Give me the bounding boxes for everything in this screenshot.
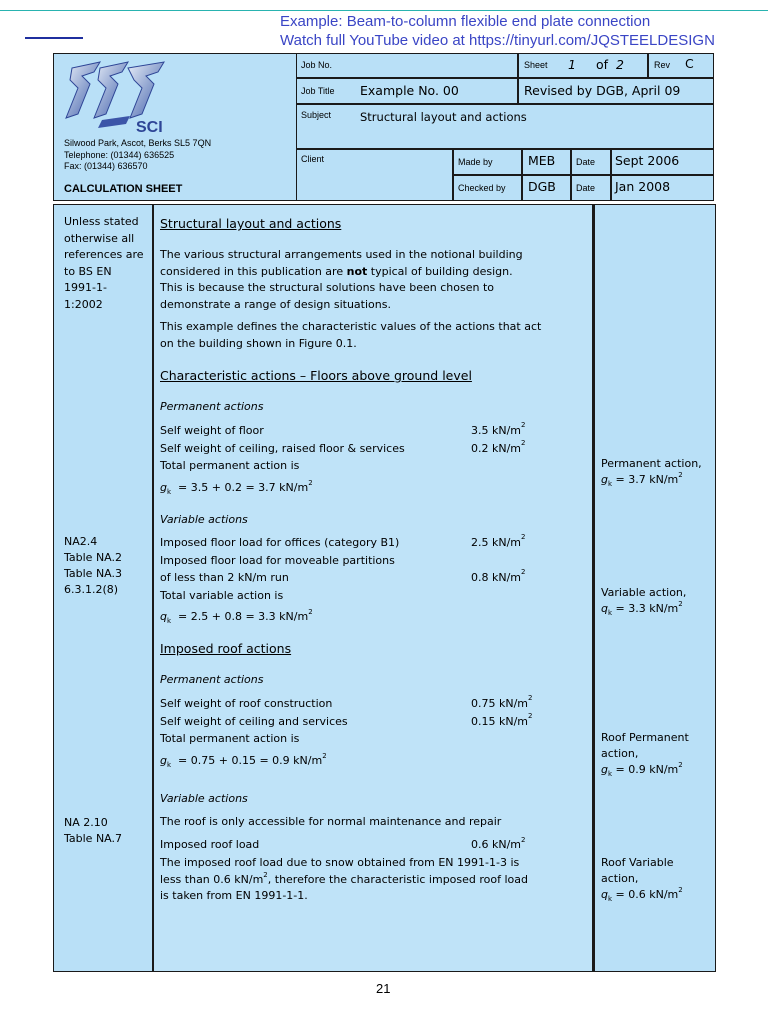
variable-reference — [64, 534, 122, 598]
action-row: Imposed floor load for offices (category B1) — [160, 536, 400, 549]
section-heading: Structural layout and actions — [160, 216, 342, 231]
result-roof-permanent: Roof Permanent action, $g_k = 0.9$ $kN/m^2$ — [601, 731, 689, 779]
address: Silwood Park, Ascot, Berks SL5 7QN — [64, 138, 212, 148]
ref-line: references are — [64, 248, 144, 261]
action-row: Self weight of ceiling, raised floor & services — [160, 441, 405, 455]
logo-text: SCI — [136, 119, 163, 136]
ref-line: 6.3.1.2(8) — [64, 583, 119, 596]
ref-line: Table NA.7 — [64, 832, 122, 845]
column-divider-left — [152, 204, 154, 972]
action-value: 0.2 $kN/m^2$ — [471, 438, 526, 455]
action-row: Imposed floor load for moveable partitions — [160, 553, 395, 567]
checked-date: Jan 2008 — [615, 179, 671, 194]
paragraph-line: demonstrate a range of design situations. — [160, 297, 391, 311]
roof-permanent-values — [471, 695, 532, 730]
ref-line: otherwise all — [64, 231, 135, 245]
action-row: of less than 2 kN/m run — [160, 571, 289, 584]
emphasis: not — [346, 264, 368, 278]
sheet-type: CALCULATION SHEET — [64, 183, 183, 195]
action-value: 2.5 $kN/m^2$ — [471, 533, 526, 549]
job-no-label: Job No. — [301, 60, 333, 70]
ref-line: 1991-1- — [64, 281, 107, 294]
variable-actions-values — [471, 534, 525, 587]
ref-line: to BS EN — [64, 264, 112, 278]
ref-line: NA 2.10 — [64, 816, 108, 829]
rev-value: C — [685, 56, 694, 71]
job-title-label: Job Title — [301, 86, 335, 96]
subheading: Variable actions — [160, 792, 248, 805]
action-row: Self weight of floor — [160, 424, 264, 437]
of-label: of — [596, 57, 609, 72]
action-value: 0.75 $kN/m^2$ — [471, 694, 533, 710]
banner-line-1: Example: Beam-to-column flexible end plate connection — [280, 13, 651, 30]
subject-label: Subject — [301, 110, 332, 120]
fax: Fax: (01344) 636570 — [64, 161, 148, 171]
subheading: Permanent actions — [160, 673, 264, 686]
gk-equation: $g_k = 3.5 + 0.2 = 3.7$ $kN/m^2$ — [160, 479, 313, 497]
subject: Structural layout and actions — [360, 110, 527, 124]
variable-actions-list — [160, 534, 399, 604]
paragraph-line: This is because the structural solutions have been chosen to — [160, 281, 495, 294]
sheet-total: 2 — [616, 57, 624, 72]
subheading: Permanent actions — [160, 400, 264, 413]
page-number: 21 — [376, 981, 391, 996]
roof-load-label: Imposed roof load — [160, 838, 260, 851]
action-row: Self weight of roof construction — [160, 697, 333, 710]
paragraph-line: The various structural arrangements used in the notional building — [160, 248, 523, 261]
top-divider — [0, 10, 768, 11]
paragraph-line: The imposed roof load due to snow obtained from EN 1991-1-3 is — [160, 856, 520, 869]
permanent-actions-list — [160, 422, 405, 475]
checked-by: DGB — [528, 179, 556, 194]
banner — [280, 12, 715, 50]
paragraph-line: on the building shown in Figure 0.1. — [160, 336, 357, 350]
action-value: 3.5 $kN/m^2$ — [471, 421, 526, 437]
section-heading: Characteristic actions – Floors above ground level — [160, 368, 472, 383]
action-row: Total permanent action is — [160, 459, 300, 472]
section-heading: Imposed roof actions — [160, 641, 292, 656]
roof-access-note: The roof is only accessible for normal maintenance and repair — [160, 815, 502, 828]
ref-line: Unless stated — [64, 215, 139, 228]
intro-reference — [64, 214, 144, 313]
client-label: Client — [301, 154, 325, 164]
snow-paragraph — [160, 855, 528, 905]
made-by: MEB — [528, 153, 556, 168]
paragraph-line: less than 0.6 $kN/m^2$, therefore the characteristic imposed roof load — [160, 870, 529, 886]
action-value: 0.8 $kN/m^2$ — [471, 568, 526, 584]
qk-equation: $q_k = 2.5 + 0.8 = 3.3$ $kN/m^2$ — [160, 608, 313, 626]
checked-date-label: Date — [576, 183, 596, 193]
action-row: Total variable action is — [160, 588, 284, 602]
result-roof-variable: Roof Variable action, $q_k = 0.6$ $kN/m^2$ — [601, 856, 683, 904]
date-label: Date — [576, 157, 596, 167]
address-block — [64, 138, 211, 173]
action-value: 0.15 $kN/m^2$ — [471, 711, 533, 728]
sheet-number: 1 — [568, 57, 576, 72]
roof-gk-equation: $g_k = 0.75 + 0.15 = 0.9$ $kN/m^2$ — [160, 752, 327, 770]
action-row: Self weight of ceiling and services — [160, 714, 348, 728]
rev-label: Rev — [654, 60, 671, 70]
revised-note: Revised by DGB, April 09 — [524, 83, 681, 98]
sci-logo-icon — [60, 58, 190, 138]
link-underline — [25, 37, 83, 39]
telephone: Telephone: (01344) 636525 — [64, 149, 175, 160]
intro-paragraph — [160, 247, 523, 313]
permanent-actions-values — [471, 422, 525, 457]
ref-line: Table NA.3 — [64, 567, 122, 580]
made-by-label: Made by — [458, 157, 493, 167]
result-permanent: Permanent action, $g_k = 3.7$ $kN/m^2$ — [601, 457, 702, 489]
paragraph-line: This example defines the characteristic values of the actions that act — [160, 320, 542, 333]
action-row: Total permanent action is — [160, 732, 300, 745]
scope-paragraph — [160, 319, 541, 352]
roof-permanent-list — [160, 695, 348, 748]
roof-load-value: 0.6 $kN/m^2$ — [471, 836, 526, 851]
paragraph-line: considered in this publication are not typical of building design. — [160, 264, 513, 278]
sheet-label: Sheet — [524, 60, 548, 70]
result-variable: Variable action, $q_k = 3.3$ $kN/m^2$ — [601, 586, 687, 618]
checked-by-label: Checked by — [458, 183, 506, 193]
job-title: Example No. 00 — [360, 83, 459, 98]
made-date: Sept 2006 — [615, 153, 680, 168]
ref-line: NA2.4 — [64, 535, 98, 548]
paragraph-line: is taken from EN 1991-1-1. — [160, 889, 308, 902]
ref-line: Table NA.2 — [64, 551, 122, 564]
banner-line-2[interactable]: Watch full YouTube video at https://tinyurl.com/JQSTEELDESIGN — [280, 32, 715, 49]
subheading: Variable actions — [160, 513, 248, 526]
ref-line: 1:2002 — [64, 297, 103, 311]
roof-reference — [64, 815, 122, 847]
